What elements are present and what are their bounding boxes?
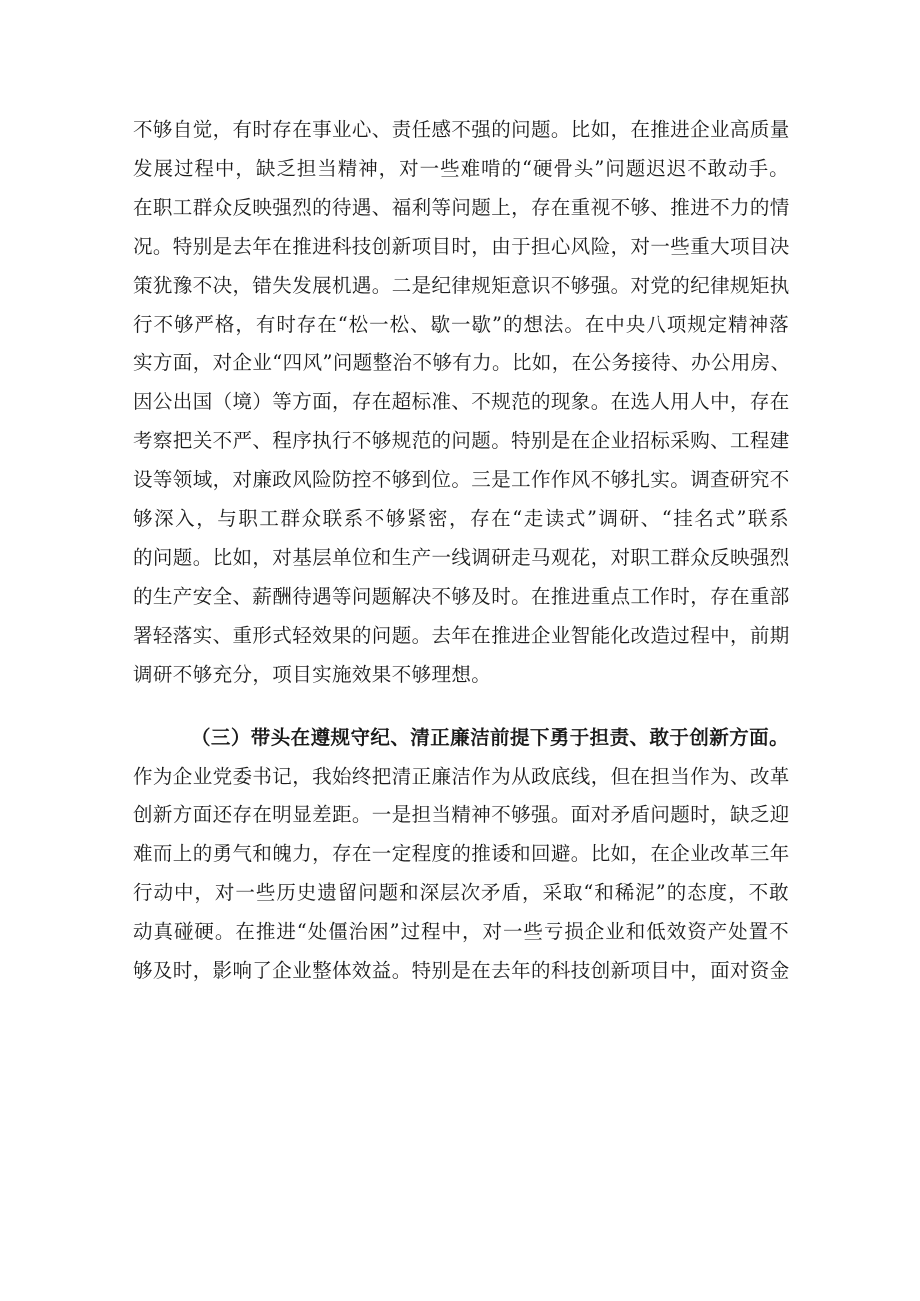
text-line: 调研不够充分，项目实施效果不够理想。 (133, 662, 492, 686)
text-line: 动真碰硬。在推进“处僵治困”过程中，对一些亏损企业和低效资产处置不 (133, 920, 789, 944)
text-line: 考察把关不严、程序执行不够规范的问题。特别是在企业招标采购、工程建 (133, 429, 790, 453)
text-line: 因公出国（境）等方面，存在超标准、不规范的现象。在选人用人中，存在 (133, 390, 790, 414)
text-line: 策犹豫不决，错失发展机遇。二是纪律规矩意识不够强。对党的纪律规矩执 (133, 273, 790, 297)
text-line: 况。特别是去年在推进科技创新项目时，由于担心风险，对一些重大项目决 (133, 234, 790, 258)
document-page (133, 111, 789, 991)
text-line: 的问题。比如，对基层单位和生产一线调研走马观花，对职工群众反映强烈 (133, 545, 790, 569)
text-line: 的生产安全、薪酬待遇等问题解决不够及时。在推进重点工作时，存在重部 (133, 584, 790, 608)
text-line: 够及时，影响了企业整体效益。特别是在去年的科技创新项目中，面对资金 (133, 959, 790, 983)
text-line: 设等领域，对廉政风险防控不够到位。三是工作作风不够扎实。调查研究不 (133, 468, 790, 492)
text-line: 够深入，与职工群众联系不够紧密，存在“走读式”调研、“挂名式”联系 (133, 507, 789, 531)
paragraph-discipline-and-style (133, 111, 789, 695)
text-line: 发展过程中，缺乏担当精神，对一些难啃的“硬骨头”问题迟迟不敢动手。 (133, 156, 789, 180)
text-line: 难而上的勇气和魄力，存在一定程度的推诿和回避。比如，在企业改革三年 (133, 842, 790, 866)
text-line: 创新方面还存在明显差距。一是担当精神不够强。面对矛盾问题时，缺乏迎 (133, 803, 790, 827)
text-line: 署轻落实、重形式轻效果的问题。去年在推进企业智能化改造过程中，前期 (133, 623, 790, 647)
paragraph-integrity-and-innovation (133, 719, 789, 991)
text-line: 行不够严格，有时存在“松一松、歇一歇”的想法。在中央八项规定精神落 (133, 312, 789, 336)
section-heading: （三）带头在遵规守纪、清正廉洁前提下勇于担责、敢于创新方面。 (191, 725, 789, 749)
text-line: 行动中，对一些历史遗留问题和深层次矛盾，采取“和稀泥”的态度，不敢 (133, 881, 789, 905)
text-line: 作为企业党委书记，我始终把清正廉洁作为从政底线，但在担当作为、改革 (133, 764, 790, 788)
text-line: 实方面，对企业“四风”问题整治不够有力。比如，在公务接待、办公用房、 (133, 351, 791, 375)
text-line: 不够自觉，有时存在事业心、责任感不强的问题。比如，在推进企业高质量 (133, 118, 790, 141)
text-line: 在职工群众反映强烈的待遇、福利等问题上，存在重视不够、推进不力的情 (133, 195, 790, 219)
